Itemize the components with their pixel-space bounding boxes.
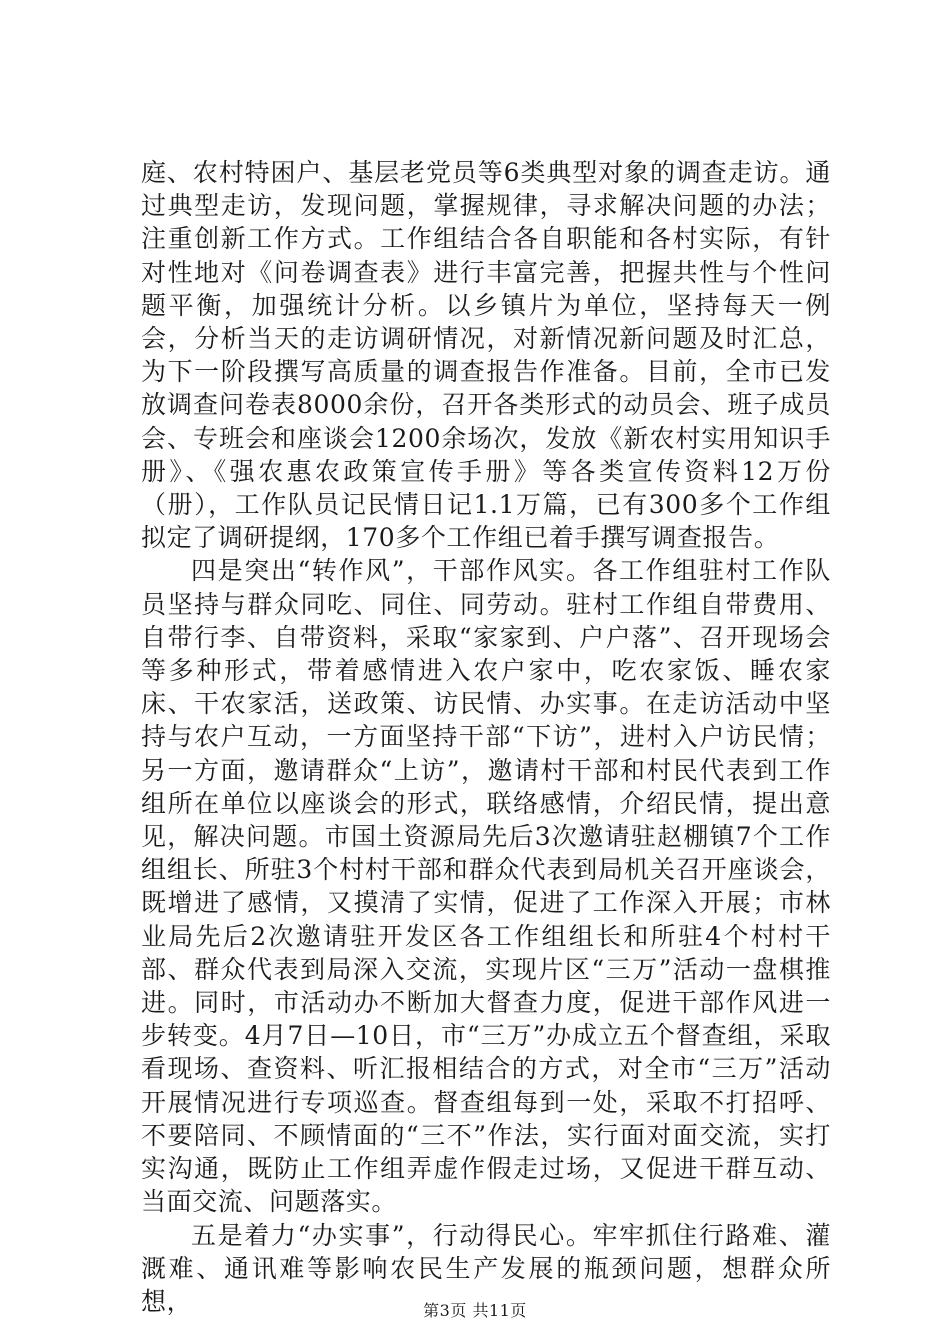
paragraph-five-practical: 五是着力“办实事”，行动得民心。牢牢抓住行路难、灌溉难、通讯难等影响农民生产发展的瓶颈问题，想群众所想， xyxy=(141,1220,831,1316)
paragraph-continuation: 庭、农村特困户、基层老党员等6类典型对象的调查走访。通过典型走访，发现问题，掌握规律，寻求解决问题的办法；注重创新工作方式。工作组结合各自职能和各村实际，有针对性地对《问卷调查表》进行丰富完善，把握共性与个性问题平衡，加强统计分析。以乡镇片为单位，坚持每天一例会，分析当天的走访调研情况，对新情况新问题及时汇总，为下一阶段撰写高质量的调查报告作准备。目前，全市已发放调查问卷表8000余份，召开各类形式的动员会、班子成员会、专班会和座谈会1200余场次，发放《新农村实用知识手册》、《强农惠农政策宣传手册》等各类宣传资料12万份（册），工作队员记民情日记1.1万篇，已有300多个工作组拟定了调研提纲，170多个工作组已着手撰写调查报告。 xyxy=(141,158,831,553)
page-footer: 第3页 共11页 xyxy=(423,1301,527,1320)
body-text xyxy=(141,156,831,1318)
paragraph-four-style: 四是突出“转作风”，干部作风实。各工作组驻村工作队员坚持与群众同吃、同住、同劳动。驻村工作组自带费用、自带行李、自带资料，采取“家家到、户户落”、召开现场会等多种形式，带着感情进入农户家中，吃农家饭、睡农家床、干农家活，送政策、访民情、办实事。在走访活动中坚持与农户互动，一方面坚持干部“下访”，进村入户访民情；另一方面，邀请群众“上访”，邀请村干部和村民代表到工作组所在单位以座谈会的形式，联络感情，介绍民情，提出意见，解决问题。市国土资源局先后3次邀请驻赵棚镇7个工作组组长、所驻3个村村干部和群众代表到局机关召开座谈会，既增进了感情，又摸清了实情，促进了工作深入开展；市林业局先后2次邀请驻开发区各工作组组长和所驻4个村村干部、群众代表到局深入交流，实现片区“三万”活动一盘棋推进。同时，市活动办不断加大督查力度，促进干部作风进一步转变。4月7日—10日，市“三万”办成立五个督查组，采取看现场、查资料、听汇报相结合的方式，对全市“三万”活动开展情况进行专项巡查。督查组每到一处，采取不打招呼、不要陪同、不顾情面的“三不”作法，实行面对面交流，实打实沟通，既防止工作组弄虚作假走过场，又促进干群互动、当面交流、问题落实。 xyxy=(141,556,831,1217)
